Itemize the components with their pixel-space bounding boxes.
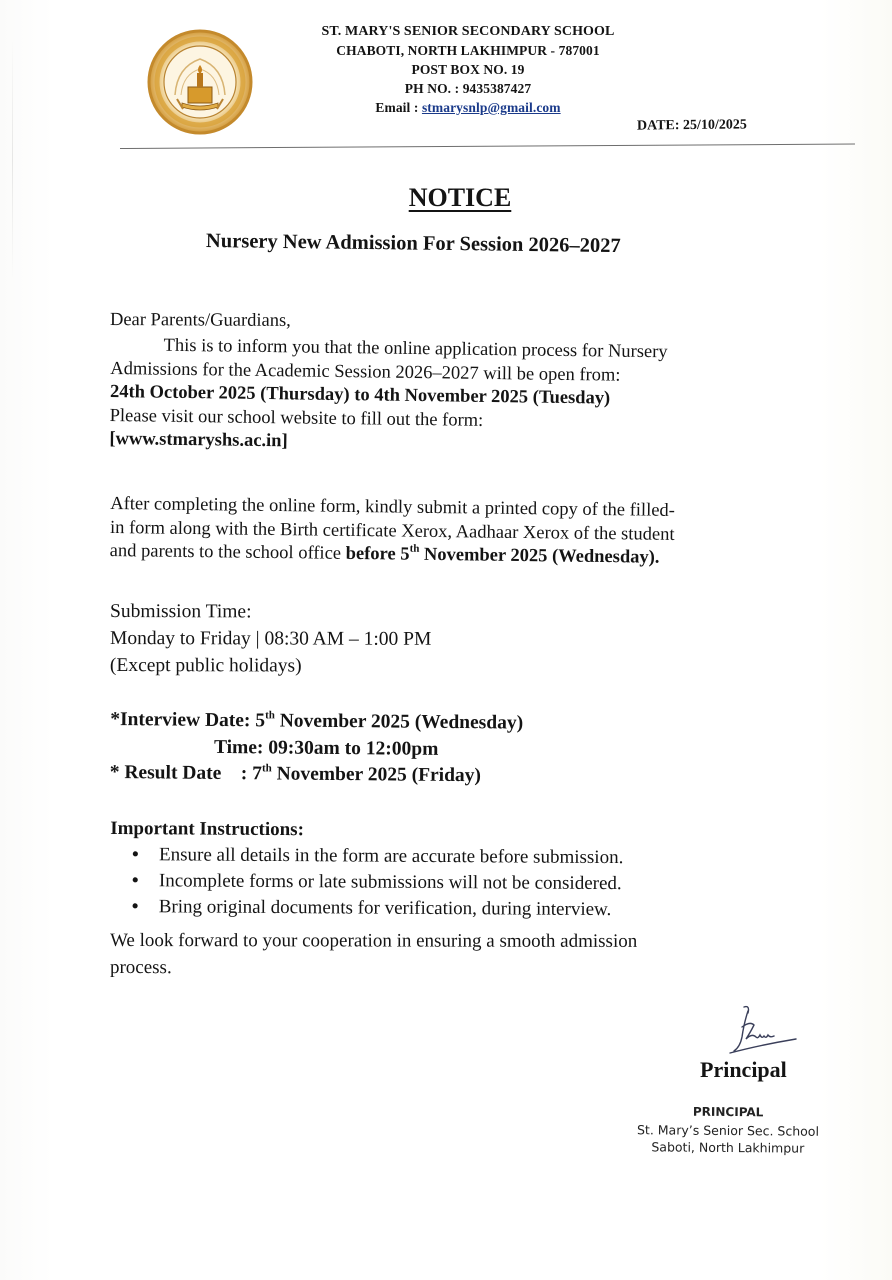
- bullet-icon: •: [131, 870, 139, 892]
- result-date-pre: * Result Date : 7: [109, 761, 263, 785]
- phone-number: PH NO. : 9435387427: [404, 81, 532, 96]
- school-name: ST. MARY'S SENIOR SECONDARY SCHOOL: [321, 24, 615, 39]
- interview-date-sup: th: [265, 709, 275, 722]
- instructions-block: [110, 816, 811, 924]
- bullet-icon: •: [131, 896, 139, 918]
- scan-edge-mark: [12, 40, 13, 280]
- deadline-post: November 2025 (Wednesday).: [419, 544, 660, 568]
- deadline-sup: th: [409, 542, 420, 555]
- stamp-location: Saboti, North Lakhimpur: [651, 1139, 805, 1156]
- header-divider: [120, 144, 855, 149]
- submission-line: in form along with the Birth certificate Xerox, Aadhaar Xerox of the student: [109, 517, 675, 545]
- closing-line: process.: [109, 957, 172, 979]
- instruction-item: [110, 894, 810, 924]
- intro-line: This is to inform you that the online application process for Nursery: [163, 335, 668, 363]
- instructions-heading: Important Instructions:: [110, 818, 305, 841]
- application-window: 24th October 2025 (Thursday) to 4th November 2025 (Tuesday): [109, 382, 611, 409]
- intro-paragraph: [109, 334, 810, 461]
- submission-line: After completing the online form, kindly submit a printed copy of the filled-: [110, 494, 676, 521]
- school-address: CHABOTI, NORTH LAKHIMPUR - 787001: [336, 43, 600, 58]
- school-logo-icon: [147, 29, 253, 135]
- notice-title: NOTICE: [408, 183, 512, 212]
- bullet-icon: •: [132, 844, 139, 866]
- post-box: POST BOX NO. 19: [411, 62, 525, 77]
- closing-paragraph: [110, 927, 810, 982]
- submission-hours: Monday to Friday | 08:30 AM – 1:00 PM: [109, 628, 432, 650]
- closing-line: We look forward to your cooperation in ensuring a smooth admission: [110, 930, 638, 952]
- email-row: [268, 98, 668, 117]
- deadline-pre: before 5: [345, 543, 410, 565]
- notice-subtitle: Nursery New Admission For Session 2026–2027: [205, 230, 621, 258]
- submission-line-text: and parents to the school office: [109, 540, 346, 564]
- stamp-school: St. Mary’s Senior Sec. School: [636, 1121, 820, 1139]
- instruction-text: Ensure all details in the form are accurate before submission.: [159, 844, 624, 869]
- result-date-sup: th: [261, 762, 272, 775]
- submission-time-heading: Submission Time:: [110, 601, 252, 623]
- website-link[interactable]: [www.stmaryshs.ac.in]: [109, 428, 288, 452]
- email-link[interactable]: stmarysnlp@gmail.com: [421, 100, 561, 115]
- principal-stamp: [628, 1103, 828, 1157]
- submission-note: (Except public holidays): [109, 654, 302, 677]
- submission-time-block: [110, 598, 810, 681]
- interview-date-pre: *Interview Date: 5: [110, 709, 266, 732]
- interview-block: [110, 707, 811, 793]
- letterhead: [268, 22, 668, 117]
- notice-date: DATE: 25/10/2025: [636, 117, 747, 134]
- interview-time: Time: 09:30am to 12:00pm: [213, 736, 439, 760]
- stamp-title: PRINCIPAL: [692, 1104, 764, 1120]
- result-date-post: November 2025 (Friday): [271, 763, 482, 787]
- greeting: Dear Parents/Guardians,: [109, 310, 291, 331]
- result-date: [110, 760, 810, 793]
- instruction-text: Bring original documents for verification, during interview.: [158, 896, 612, 921]
- interview-date-post: November 2025 (Wednesday): [274, 710, 524, 734]
- signature-icon: [720, 1003, 800, 1058]
- intro-line: Admissions for the Academic Session 2026–2027 will be open from:: [110, 358, 621, 386]
- email-label: Email :: [375, 100, 422, 115]
- intro-line: Please visit our school website to fill out the form:: [109, 405, 484, 431]
- signatory-title: Principal: [700, 1057, 787, 1082]
- notice-title-row: [0, 183, 892, 213]
- instruction-text: Incomplete forms or late submissions will not be considered.: [158, 870, 622, 895]
- submission-paragraph: [110, 493, 811, 572]
